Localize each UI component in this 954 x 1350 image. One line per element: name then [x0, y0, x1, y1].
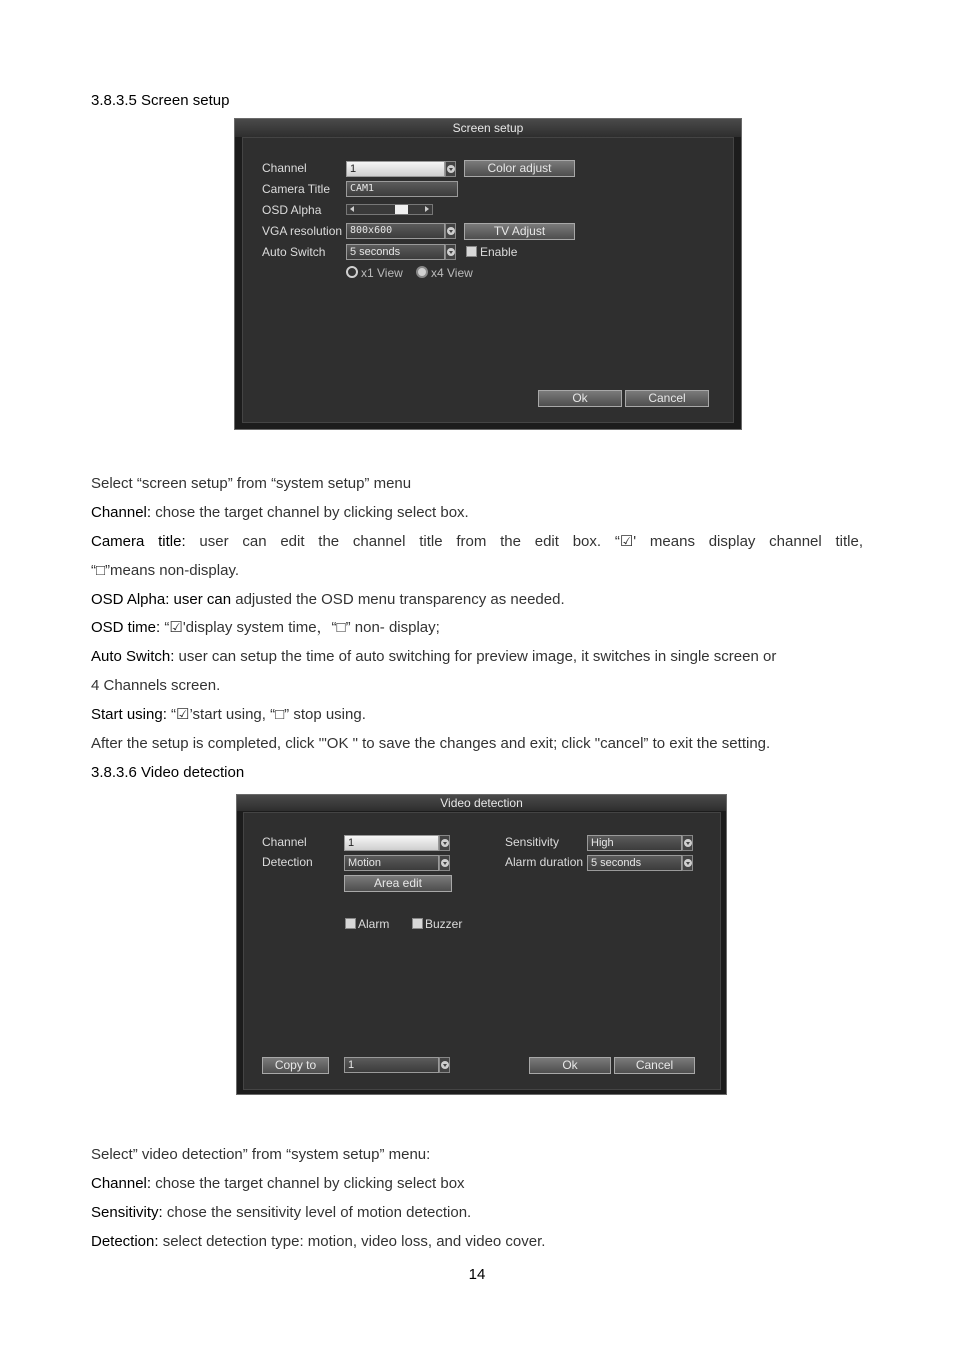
sensitivity-select[interactable]: High — [587, 835, 682, 851]
tv-adjust-button[interactable]: TV Adjust — [464, 223, 575, 240]
after-setup-description: After the setup is completed, click '"OK " to save the changes and exit; click "cancel” to exit the setting. — [91, 735, 771, 752]
osd-alpha-label: OSD Alpha — [262, 203, 322, 217]
detection-select[interactable]: Motion — [344, 855, 439, 871]
video-detection-dialog — [236, 794, 727, 1095]
auto-switch-label: Auto Switch — [262, 245, 326, 259]
checked-box-icon: ☑ — [619, 533, 634, 550]
channel-label: Channel — [262, 161, 307, 175]
screen-setup-dialog — [234, 118, 742, 430]
enable-checkbox[interactable] — [466, 246, 477, 257]
detection-description — [91, 1233, 863, 1251]
camera-title-description — [91, 533, 863, 551]
start-using-text: “ — [166, 706, 177, 723]
alarm-duration-select[interactable]: 5 seconds — [587, 855, 682, 871]
x1-view-label: x1 View — [361, 266, 403, 280]
video-detection-intro: Select” video detection” from “system setup” menu: — [91, 1146, 431, 1163]
area-edit-button[interactable]: Area edit — [344, 875, 452, 892]
alarm-label: Alarm — [358, 917, 390, 931]
vd-channel-term: Channel: — [91, 1175, 152, 1192]
sensitivity-text: chose the sensitivity level of motion detection. — [162, 1204, 472, 1221]
alarm-checkbox[interactable] — [345, 918, 356, 929]
auto-switch-description-cont: 4 Channels screen. — [91, 677, 221, 694]
slider-knob[interactable] — [395, 205, 408, 214]
vd-channel-description — [91, 1175, 863, 1193]
ok-button[interactable]: Ok — [538, 390, 622, 407]
osd-alpha-description — [91, 591, 863, 609]
buzzer-label: Buzzer — [425, 917, 463, 931]
detection-text: select detection type: motion, video loss, and video cover. — [158, 1233, 546, 1250]
auto-switch-term: Auto Switch: — [91, 648, 175, 665]
dialog-body — [243, 812, 721, 1090]
sensitivity-description — [91, 1204, 863, 1222]
camera-title-description-cont: “□”means non-display. — [91, 562, 240, 579]
camera-title-label: Camera Title — [262, 182, 331, 196]
channel-dropdown-icon[interactable] — [439, 835, 450, 851]
vga-dropdown-icon[interactable] — [445, 223, 456, 239]
cancel-button[interactable]: Cancel — [625, 390, 709, 407]
camera-title-text: user can edit the channel title from the edit box. “ — [185, 533, 620, 550]
osd-alpha-term: OSD Alpha: user can — [91, 591, 232, 608]
dialog-body — [242, 137, 734, 423]
page-number: 14 — [468, 1266, 486, 1283]
buzzer-checkbox[interactable] — [412, 918, 423, 929]
osd-time-text: “ — [160, 619, 170, 636]
channel-text: chose the target channel by clicking select box. — [151, 504, 469, 521]
camera-title-text-2: ' means display channel title, — [633, 533, 864, 550]
osd-time-text-2: 'display system time，“□” non- display; — [182, 619, 440, 636]
auto-switch-text: user can setup the time of auto switching for preview image, it switches in single screen or — [174, 648, 777, 665]
detection-dropdown-icon[interactable] — [439, 855, 450, 871]
x4-view-label: x4 View — [431, 266, 473, 280]
auto-switch-dropdown-icon[interactable] — [445, 244, 456, 260]
camera-title-input[interactable]: CAM1 — [346, 181, 458, 197]
sensitivity-label: Sensitivity — [505, 835, 560, 849]
channel-label: Channel — [262, 835, 307, 849]
slider-right-arrow-icon[interactable] — [425, 206, 429, 212]
channel-dropdown-icon[interactable] — [445, 161, 456, 177]
x1-view-radio[interactable] — [346, 266, 358, 278]
alarm-duration-label: Alarm duration — [505, 855, 584, 869]
start-using-text-2: ’start using, “□” stop using. — [189, 706, 366, 723]
ok-button[interactable]: Ok — [529, 1057, 611, 1074]
slider-left-arrow-icon[interactable] — [350, 206, 354, 212]
start-using-term: Start using: — [91, 706, 167, 723]
vga-resolution-label: VGA resolution — [262, 224, 343, 238]
x4-view-radio[interactable] — [416, 266, 428, 278]
auto-switch-description — [91, 648, 863, 666]
screen-setup-intro: Select “screen setup” from “system setup” menu — [91, 475, 412, 492]
channel-description — [91, 504, 863, 522]
osd-time-description — [91, 619, 863, 637]
channel-select[interactable]: 1 — [344, 835, 439, 851]
checked-box-icon: ☑ — [176, 706, 190, 723]
color-adjust-button[interactable]: Color adjust — [464, 160, 575, 177]
detection-term: Detection: — [91, 1233, 159, 1250]
sensitivity-dropdown-icon[interactable] — [682, 835, 693, 851]
section-heading-video-detection: 3.8.3.6 Video detection — [91, 764, 245, 781]
cancel-button[interactable]: Cancel — [614, 1057, 695, 1074]
dialog-title: Screen setup — [235, 119, 741, 137]
copy-to-button[interactable]: Copy to — [262, 1057, 329, 1074]
checked-box-icon: ☑ — [169, 619, 183, 636]
dialog-title: Video detection — [237, 795, 726, 811]
sensitivity-term: Sensitivity: — [91, 1204, 163, 1221]
channel-term: Channel: — [91, 504, 152, 521]
camera-title-term: Camera title: — [91, 533, 186, 550]
osd-alpha-text: adjusted the OSD menu transparency as needed. — [231, 591, 565, 608]
alarm-duration-dropdown-icon[interactable] — [682, 855, 693, 871]
copy-target-select[interactable]: 1 — [344, 1057, 439, 1073]
auto-switch-select[interactable]: 5 seconds — [346, 244, 445, 260]
start-using-description — [91, 706, 863, 724]
osd-time-term: OSD time: — [91, 619, 161, 636]
vd-channel-text: chose the target channel by clicking select box — [151, 1175, 465, 1192]
section-heading-screen-setup: 3.8.3.5 Screen setup — [91, 92, 230, 109]
copy-target-dropdown-icon[interactable] — [439, 1057, 450, 1073]
channel-select[interactable]: 1 — [346, 161, 445, 177]
enable-label: Enable — [480, 245, 518, 259]
detection-label: Detection — [262, 855, 313, 869]
osd-alpha-slider[interactable] — [346, 204, 433, 215]
vga-resolution-select[interactable]: 800x600 — [346, 223, 445, 239]
